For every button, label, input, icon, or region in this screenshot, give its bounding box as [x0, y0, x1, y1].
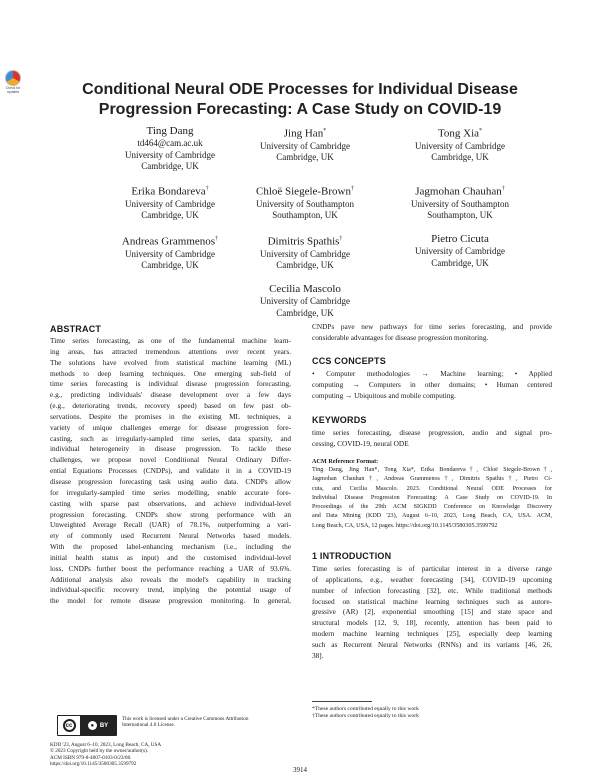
title-line-1: Conditional Neural ODE Processes for Individual Disease: [82, 81, 518, 98]
author-footnote-mark: *: [323, 128, 327, 134]
author-affiliation-line: University of Cambridge: [260, 140, 350, 151]
reference-format-heading: ACM Reference Format:: [312, 458, 379, 465]
cc-by-badge[interactable]: [57, 715, 117, 736]
abstract-line: Unweighted Average Recall (UAR) of 78.1%, outperforming a vari-: [50, 520, 291, 530]
author-affiliation-line: University of Cambridge: [260, 248, 350, 259]
ccs-body: [312, 369, 552, 402]
footnotes: [312, 706, 552, 721]
author-affiliation-line: Cambridge, UK: [431, 257, 489, 268]
reference-line: Individual Disease Progression Forecasting: A Case Study on COVID-19. In: [312, 494, 552, 501]
update-icon: [5, 70, 21, 86]
author-footnote-mark: †: [351, 186, 354, 192]
abstract-line: With the proposed label-enhancing mechanism (i.e., including the: [50, 542, 291, 552]
author-name-text: Pietro Cicuta: [431, 233, 489, 245]
author-9: [380, 233, 540, 269]
author-name: [380, 233, 540, 246]
pubinfo-line: KDD '23, August 6–10, 2023, Long Beach, CA, USA: [50, 742, 162, 748]
ccs-line: computing → Ubiquitous and mobile computing.: [312, 390, 456, 400]
abstract-line: casting, such as irregularly-sampled time series, data sparsity, and: [50, 433, 291, 443]
author-footnote-mark: †: [205, 186, 209, 192]
author-affiliation-line: University of Cambridge: [415, 140, 505, 151]
abstract-line: initial health status as input) and the customised individual-level: [50, 552, 291, 562]
author-name-text: Chloë Siegele-Brown: [255, 185, 351, 198]
abstract-continuation-line: considerable advantages for disease progression monitoring.: [312, 332, 489, 342]
author-name-text: Ting Dang: [146, 125, 194, 137]
abstract-line: individual-specific recovery trend, implying the potential usage of: [50, 585, 291, 595]
intro-line: such as Recurrent Neural Networks (RNNs) and its variants [46, 26,: [312, 639, 552, 649]
author-affiliation-line: Cambridge, UK: [431, 152, 489, 163]
author-affiliation-line: td464@cam.ac.uk: [137, 138, 203, 148]
abstract-line: disease progression forecasting task using audio data. CNDPs allow: [50, 476, 291, 486]
pubinfo-line: ACM ISBN 979-8-4007-0103-0/23/08.: [50, 754, 132, 761]
author-affiliation-line: University of Cambridge: [125, 149, 215, 160]
keyword-line: cessing, COVID-19, neural ODE: [312, 438, 409, 448]
abstract-line: methods to deep learning techniques. One emerging sub-field of: [50, 368, 291, 378]
author-affiliation-line: Southampton, UK: [427, 210, 493, 221]
ccs-line: • Computer methodologies → Machine learning; • Applied: [312, 369, 552, 378]
reference-line: Long Beach, CA, USA, 12 pages. https://doi.org/10.1145/3580305.3599792: [312, 522, 498, 529]
author-affiliation-line: Cambridge, UK: [141, 161, 199, 171]
author-3: [380, 125, 540, 164]
introduction-heading: 1 INTRODUCTION: [312, 551, 392, 561]
page-number: 3914: [293, 766, 307, 774]
abstract-line: progression forecasting. CNDPs show strong performance with an: [50, 509, 291, 519]
keywords-heading: KEYWORDS: [312, 415, 367, 425]
keywords-body: [312, 428, 552, 450]
abstract-line: (e.g., deteriorating trends, recovery speed) based on few past ob-: [50, 401, 291, 411]
abstract-line: for irregularly-sampled time series modelling, enable accurate fore-: [50, 487, 291, 497]
abstract-body: [50, 336, 291, 607]
author-affiliation-line: Cambridge, UK: [141, 260, 199, 271]
license-text: [122, 716, 292, 729]
intro-line: modern machine learning techniques [25], especially deep learning: [312, 629, 552, 639]
ccs-line: computing → Computers in other domains; • Human centered: [312, 379, 552, 389]
license-line-2: International 4.0 License.: [122, 722, 176, 729]
author-name-text: Cecilia Mascolo: [269, 283, 341, 295]
author-8: [225, 233, 385, 272]
person-icon: ●: [88, 721, 97, 730]
author-2: [225, 125, 385, 164]
cc-icon: cc: [63, 719, 76, 732]
author-affiliation-line: Cambridge, UK: [141, 210, 199, 221]
abstract-line: ety of commonly used Recurrent Neural Networks based models.: [50, 531, 291, 541]
author-footnote-mark: †: [501, 186, 505, 192]
author-footnote-mark: *: [479, 128, 483, 134]
paper-title: [50, 80, 550, 120]
author-name: [225, 283, 385, 296]
author-affiliation-line: University of Cambridge: [125, 198, 215, 209]
abstract-line: individual heterogeneity in disease progression. To tackle these: [50, 444, 291, 454]
author-6: [380, 183, 540, 222]
pubinfo-line: © 2023 Copyright held by the owner/author(s).: [50, 748, 149, 755]
author-affiliation-line: Southampton, UK: [272, 210, 338, 221]
author-name-text: Jagmohan Chauhan: [415, 185, 502, 198]
abstract-line: e.g., predicting individuals' disease development over a few days: [50, 390, 291, 400]
abstract-line: servations. Despite the promises in the existing ML techniques, a: [50, 411, 291, 421]
reference-line: Jagmohan Chauhan†, Andreas Grammenos†, Dimitris Spathis†, Pietro Ci-: [312, 476, 552, 483]
reference-line: and Data Mining (KDD '23), August 6–10, 2023, Long Beach, CA, USA. ACM,: [312, 513, 552, 520]
abstract-line: Additional analysis also reveals the model's capability in tracking: [50, 574, 291, 584]
author-5: [225, 183, 385, 222]
reference-format-body: [312, 466, 552, 531]
publication-info: [50, 742, 290, 768]
footnote-line: †These authors contributed equally to this work: [312, 713, 419, 720]
author-name: [225, 233, 385, 249]
author-10: [225, 283, 385, 319]
abstract-line: ential Equations Processes (CNDPs), and validate it in a COVID-19: [50, 466, 291, 476]
author-affiliation-line: University of Cambridge: [125, 248, 215, 259]
check-for-updates-badge[interactable]: [4, 70, 22, 95]
reference-line: Proceedings of the 29th ACM SIGKDD Conference on Knowledge Discovery: [312, 504, 552, 511]
abstract-continuation: [312, 322, 552, 344]
intro-line: 38].: [312, 650, 324, 660]
ccs-heading: CCS CONCEPTS: [312, 356, 386, 366]
author-affiliation-line: Cambridge, UK: [276, 152, 334, 163]
license-line-1: This work is licensed under a Creative Commons Attribution: [122, 716, 249, 722]
footnote-rule: [312, 701, 372, 702]
keyword-line: time series forecasting, disease progression, audio and signal pro-: [312, 428, 552, 437]
footnote-line: *These authors contributed equally to this work: [312, 706, 419, 712]
abstract-line: challenges, we propose novel Conditional Neural Ordinary Differ-: [50, 455, 291, 465]
abstract-heading: ABSTRACT: [50, 324, 102, 334]
author-name: [225, 183, 385, 199]
abstract-line: loss, CNDPs further boost the performance reaching a UAR of 93.6%.: [50, 563, 291, 573]
author-name: [380, 125, 540, 141]
intro-line: structural models [12, 9, 18], recently, attention has been paid to: [312, 618, 552, 628]
abstract-continuation-line: CNDPs pave new pathways for time series forecasting, and provide: [312, 322, 552, 331]
author-footnote-mark: †: [339, 236, 343, 242]
introduction-body: [312, 564, 552, 662]
author-affiliation-line: University of Southampton: [411, 198, 509, 209]
abstract-line: the model for remote disease progression monitoring. In general,: [50, 596, 291, 606]
abstract-line: The solutions have evolved from statistical machine learning (ML): [50, 357, 291, 367]
badge-label: Check for updates: [5, 86, 21, 94]
author-name-text: Dimitris Spathis: [267, 235, 340, 248]
intro-line: gressive (AR) [2], exponential smoothing [15] and state space and: [312, 607, 552, 617]
author-name: [380, 183, 540, 199]
reference-line: cuta, and Cecilia Mascolo. 2023. Conditional Neural ODE Processes for: [312, 485, 552, 492]
intro-line: number of infection forecasting [32], etc. While traditional methods: [312, 585, 552, 595]
abstract-line: Time series forecasting, as one of the fundamental machine learn-: [50, 336, 291, 345]
title-line-2: Progression Forecasting: A Case Study on COVID-19: [98, 101, 502, 118]
author-affiliation-line: University of Cambridge: [260, 296, 350, 306]
reference-line: Ting Dang, Jing Han*, Tong Xia*, Erika Bondareva†, Chloë Siegele-Brown†,: [312, 467, 552, 473]
intro-line: Time series forecasting is of particular interest in a diverse range: [312, 564, 552, 573]
abstract-line: time series forecasting is individual disease progression forecasting,: [50, 379, 291, 389]
abstract-line: ing areas, has attracted tremendous attentions over recent years.: [50, 346, 291, 356]
author-name: [225, 125, 385, 141]
by-label: BY: [99, 722, 109, 729]
intro-line: of applications, e.g., weather forecasting [34], COVID-19 upcoming: [312, 574, 552, 584]
author-footnote-mark: †: [215, 236, 219, 242]
author-affiliation-line: Cambridge, UK: [276, 260, 334, 271]
author-name-text: Jing Han: [283, 127, 324, 140]
abstract-line: variety of unique challenges emerge for disease progression fore-: [50, 422, 291, 432]
author-affiliation-line: University of Cambridge: [415, 246, 505, 256]
author-name-text: Tong Xia: [437, 127, 480, 140]
abstract-line: casting with sparse past observations, and achieve individual-level: [50, 498, 291, 508]
author-name-text: Andreas Grammenos: [121, 235, 216, 248]
author-name-text: Erika Bondareva: [131, 185, 206, 198]
intro-line: focused on statistical machine learning techniques such as autore-: [312, 596, 552, 606]
author-affiliation-line: University of Southampton: [256, 198, 354, 209]
author-affiliation-line: Cambridge, UK: [276, 307, 334, 318]
pubinfo-line: https://doi.org/10.1145/3580305.3599792: [50, 761, 137, 768]
